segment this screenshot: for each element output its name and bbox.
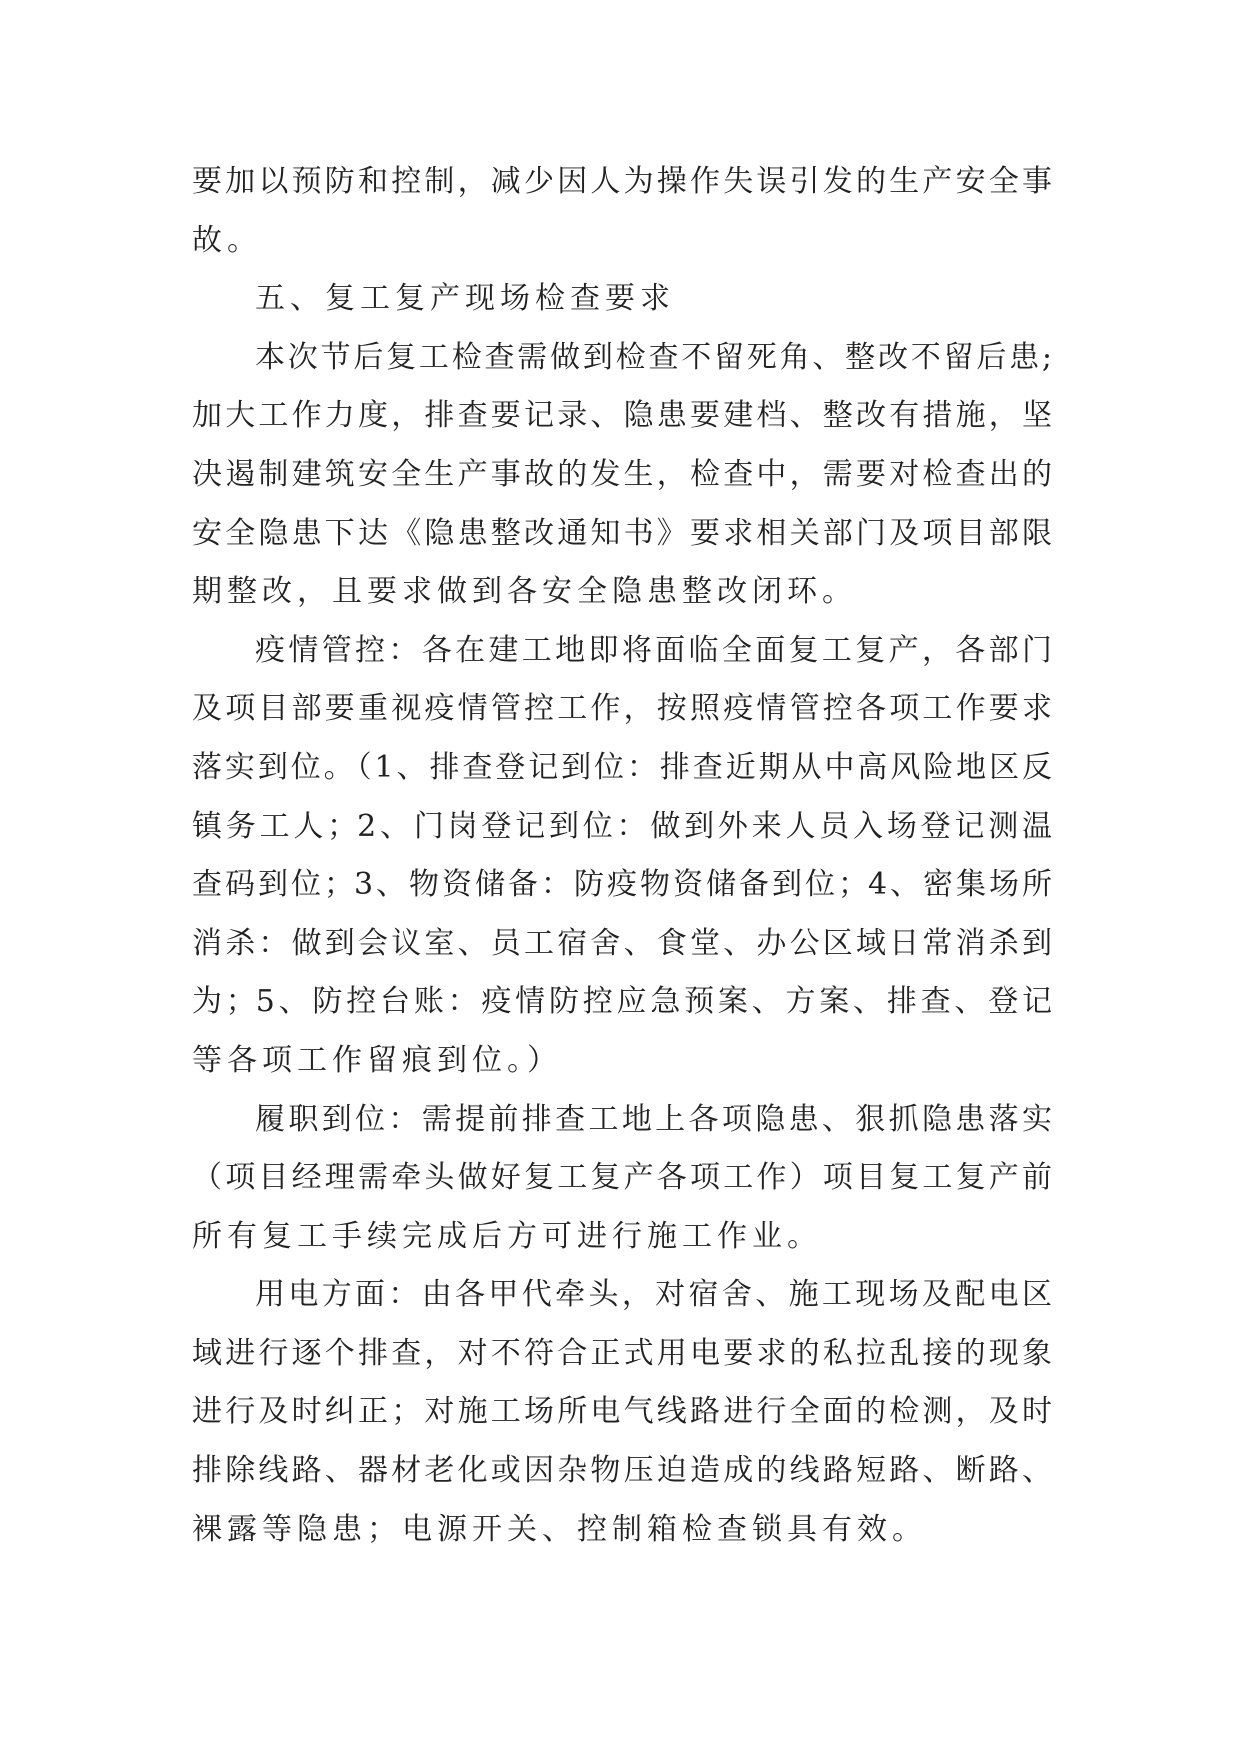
text-line: 加大工作力度，排查要记录、隐患要建档、整改有措施，坚: [192, 398, 1052, 434]
text-line: 排除线路、器材老化或因杂物压迫造成的线路短路、断路、: [192, 1453, 1052, 1489]
text-line: 故。: [192, 222, 262, 258]
text-line: 履职到位：需提前排查工地上各项隐患、狠抓隐患落实: [255, 1101, 1052, 1137]
text-line: 进行及时纠正；对施工场所电气线路进行全面的检测，及时: [192, 1394, 1052, 1430]
text-line: 消杀：做到会议室、员工宿舍、食堂、办公区域日常消杀到: [192, 925, 1052, 961]
text-line: 域进行逐个排查，对不符合正式用电要求的私拉乱接的现象: [192, 1335, 1052, 1371]
text-line: 为；5、防控台账：疫情防控应急预案、方案、排查、登记: [192, 984, 1052, 1020]
text-line: 及项目部要重视疫情管控工作，按照疫情管控各项工作要求: [192, 691, 1052, 727]
text-line: 决遏制建筑安全生产事故的发生，检查中，需要对检查出的: [192, 456, 1052, 492]
section-heading: 五、复工复产现场检查要求: [255, 281, 675, 317]
text-line: 要加以预防和控制，减少因人为操作失误引发的生产安全事: [192, 164, 1052, 199]
text-line: 落实到位。（1、排查登记到位：排查近期从中高风险地区反: [192, 749, 1052, 785]
text-line: 安全隐患下达《隐患整改通知书》要求相关部门及项目部限: [192, 515, 1052, 551]
text-line: 裸露等隐患；电源开关、控制箱检查锁具有效。: [192, 1511, 927, 1547]
text-line: 等各项工作留痕到位。）: [192, 1042, 562, 1078]
text-line: 期整改，且要求做到各安全隐患整改闭环。: [192, 574, 857, 610]
document-body: [192, 153, 1052, 1559]
text-line: 本次节后复工检查需做到检查不留死角、整改不留后患;: [255, 339, 1052, 375]
text-line: （项目经理需牵头做好复工复产各项工作）项目复工复产前: [192, 1160, 1052, 1196]
text-line: 所有复工手续完成后方可进行施工作业。: [192, 1218, 822, 1254]
text-line: 镇务工人；2、门岗登记到位：做到外来人员入场登记测温: [192, 808, 1052, 844]
text-line: 用电方面：由各甲代牵头，对宿舍、施工现场及配电区: [255, 1277, 1052, 1313]
text-line: 查码到位；3、物资储备：防疫物资储备到位；4、密集场所: [192, 867, 1052, 903]
text-line: 疫情管控：各在建工地即将面临全面复工复产，各部门: [255, 632, 1052, 668]
